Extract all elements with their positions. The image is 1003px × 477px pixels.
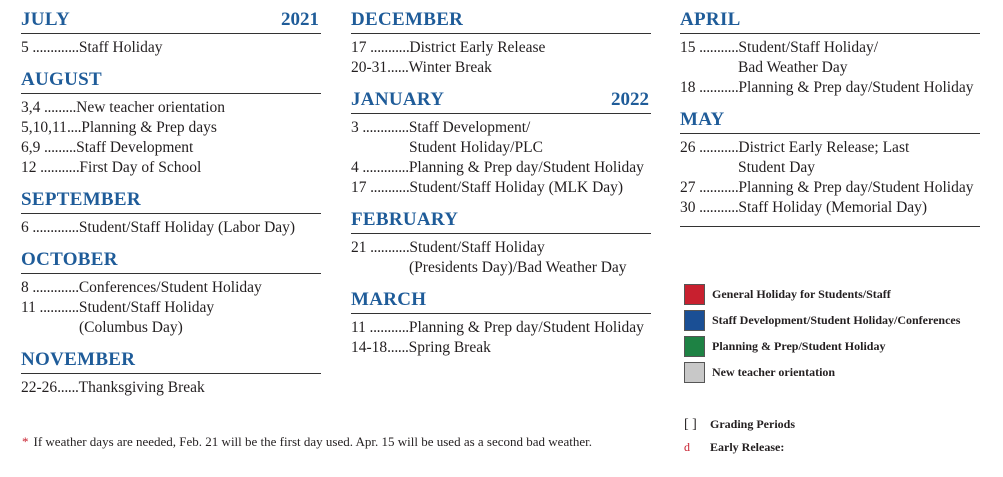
entry-description: Planning & Prep day/Student Holiday (738, 179, 974, 196)
month-header (21, 186, 321, 214)
entry-description: Staff Holiday (78, 39, 163, 56)
entry-description: Winter Break (408, 59, 492, 76)
entry-description: Planning & Prep day/Student Holiday (408, 159, 644, 176)
calendar-column-3 (680, 6, 980, 227)
calendar-entry (680, 178, 980, 198)
entry-continuation: Student Day (738, 159, 816, 176)
entry-continuation: Student Holiday/PLC (409, 139, 543, 156)
entry-date: 14-18 (351, 339, 388, 356)
month-july (21, 6, 321, 58)
month-november (21, 346, 321, 398)
month-name: OCTOBER (21, 249, 118, 270)
color-swatch (684, 362, 705, 383)
month-august (21, 66, 321, 178)
calendar-entry (21, 98, 321, 118)
calendar-entry (680, 198, 980, 218)
dot-leader: ...... (387, 339, 409, 356)
month-name: MARCH (351, 289, 427, 310)
calendar-entry (680, 78, 980, 98)
entry-date: 15 (680, 39, 696, 56)
dot-leader: ........... (365, 319, 409, 336)
dot-leader: ........... (695, 139, 739, 156)
entry-description: District Early Release; Last (738, 139, 910, 156)
calendar-entry (351, 178, 651, 198)
entry-date: 17 (351, 179, 367, 196)
bracket-icon: [ ] (684, 417, 697, 432)
entry-description: Student/Staff Holiday (78, 299, 215, 316)
early-release-key (684, 438, 784, 456)
month-header (351, 286, 651, 314)
month-header (21, 246, 321, 274)
entry-date: 11 (21, 299, 36, 316)
calendar-entry (21, 118, 321, 138)
grading-periods-label: Grading Periods (710, 417, 796, 431)
entry-description: First Day of School (79, 159, 202, 176)
entry-date: 5 (21, 39, 29, 56)
dot-leader: ........... (366, 39, 410, 56)
entry-description: Staff Development/ (408, 119, 531, 136)
calendar-entry (351, 318, 651, 338)
calendar-column-1 (21, 6, 321, 398)
month-september (21, 186, 321, 238)
month-february (351, 206, 651, 278)
dot-leader: ............. (28, 39, 79, 56)
calendar-entry (351, 238, 651, 258)
legend-label: Staff Development/Student Holiday/Conferences (712, 313, 961, 327)
dot-leader: ............. (28, 219, 79, 236)
month-name: SEPTEMBER (21, 189, 141, 210)
asterisk-icon: * (22, 434, 29, 449)
month-header (21, 346, 321, 374)
calendar-column-2 (351, 6, 651, 358)
entry-date: 3,4 (21, 99, 41, 116)
weather-footnote (22, 434, 592, 450)
entry-description: Staff Development (76, 139, 194, 156)
entry-date: 22-26 (21, 379, 58, 396)
entry-description: New teacher orientation (76, 99, 226, 116)
calendar-entry (351, 38, 651, 58)
calendar-entry (351, 118, 651, 138)
entry-description: Spring Break (408, 339, 491, 356)
month-april (680, 6, 980, 98)
month-header (351, 206, 651, 234)
calendar-entry (21, 38, 321, 58)
entry-date: 27 (680, 179, 696, 196)
month-december (351, 6, 651, 78)
entry-description: Student/Staff Holiday/ (738, 39, 879, 56)
dot-leader: ........... (366, 239, 410, 256)
calendar-entry (351, 158, 651, 178)
calendar-entry (680, 38, 980, 58)
entry-date: 8 (21, 279, 29, 296)
year-label: 2022 (611, 89, 649, 110)
calendar-entry (351, 58, 651, 78)
section-end-rule (680, 226, 980, 227)
entry-date: 18 (680, 79, 696, 96)
calendar-entry (21, 158, 321, 178)
entry-description: Staff Holiday (Memorial Day) (738, 199, 928, 216)
entry-description: Planning & Prep day/Student Holiday (738, 79, 974, 96)
entry-description: Planning & Prep day/Student Holiday (408, 319, 644, 336)
month-header (351, 6, 651, 34)
dot-leader: ............. (358, 119, 409, 136)
dot-leader: ........... (695, 179, 739, 196)
entry-continuation: (Columbus Day) (79, 319, 183, 336)
month-name: JANUARY (351, 89, 445, 110)
dot-leader: ............. (28, 279, 79, 296)
color-swatch (684, 336, 705, 357)
entry-description: Thanksgiving Break (78, 379, 205, 396)
month-january (351, 86, 651, 198)
entry-description: District Early Release (409, 39, 546, 56)
dot-leader: ........... (35, 299, 79, 316)
legend-label: General Holiday for Students/Staff (712, 287, 891, 301)
calendar-entry (351, 338, 651, 358)
legend-item (684, 308, 960, 333)
calendar-entry (21, 218, 321, 238)
calendar-entry (21, 378, 321, 398)
entry-description: Student/Staff Holiday (Labor Day) (78, 219, 296, 236)
month-name: MAY (680, 109, 725, 130)
entry-date: 30 (680, 199, 696, 216)
entry-date: 6,9 (21, 139, 41, 156)
calendar-entry (21, 298, 321, 318)
dot-leader: ......... (40, 99, 77, 116)
legend-item (684, 360, 960, 385)
calendar-entry (21, 138, 321, 158)
color-swatch (684, 310, 705, 331)
entry-date: 12 (21, 159, 37, 176)
month-header (351, 86, 651, 114)
dot-leader: ........... (695, 39, 739, 56)
entry-date: 21 (351, 239, 367, 256)
month-october (21, 246, 321, 338)
month-name: AUGUST (21, 69, 102, 90)
dot-leader: ...... (57, 379, 79, 396)
entry-continuation: (Presidents Day)/Bad Weather Day (409, 259, 627, 276)
entry-description: Conferences/Student Holiday (78, 279, 262, 296)
month-march (351, 286, 651, 358)
early-release-icon: d (684, 440, 690, 454)
color-swatch (684, 284, 705, 305)
footnote-text: If weather days are needed, Feb. 21 will be the first day used. Apr. 15 will be used as a second bad weather. (33, 434, 592, 449)
dot-leader: ............. (358, 159, 409, 176)
legend-item (684, 334, 960, 359)
calendar-entry (21, 278, 321, 298)
dot-leader: .... (66, 119, 82, 136)
month-may (680, 106, 980, 218)
entry-date: 17 (351, 39, 367, 56)
entry-date: 11 (351, 319, 366, 336)
dot-leader: ........... (695, 79, 739, 96)
calendar-entry (680, 138, 980, 158)
legend-label: Planning & Prep/Student Holiday (712, 339, 886, 353)
year-label: 2021 (281, 9, 319, 30)
entry-date: 6 (21, 219, 29, 236)
entry-date: 5,10,11 (21, 119, 67, 136)
entry-date: 20-31 (351, 59, 388, 76)
legend-label: New teacher orientation (712, 365, 836, 379)
dot-leader: ........... (695, 199, 739, 216)
dot-leader: ........... (36, 159, 80, 176)
legend-item (684, 282, 960, 307)
dot-leader: ...... (387, 59, 409, 76)
month-header (21, 66, 321, 94)
entry-description: Student/Staff Holiday (409, 239, 545, 256)
month-name: NOVEMBER (21, 349, 136, 370)
month-name: FEBRUARY (351, 209, 459, 230)
color-legend (684, 282, 960, 386)
entry-date: 3 (351, 119, 359, 136)
entry-continuation: Bad Weather Day (738, 59, 848, 76)
month-header (21, 6, 321, 34)
entry-description: Student/Staff Holiday (MLK Day) (409, 179, 624, 196)
month-name: DECEMBER (351, 9, 464, 30)
early-release-label: Early Release: (710, 440, 785, 454)
dot-leader: ......... (40, 139, 77, 156)
month-name: APRIL (680, 9, 741, 30)
month-header (680, 6, 980, 34)
entry-date: 4 (351, 159, 359, 176)
entry-description: Planning & Prep days (81, 119, 217, 136)
entry-date: 26 (680, 139, 696, 156)
month-header (680, 106, 980, 134)
dot-leader: ........... (366, 179, 410, 196)
grading-periods-key (684, 415, 795, 433)
month-name: JULY (21, 9, 71, 30)
